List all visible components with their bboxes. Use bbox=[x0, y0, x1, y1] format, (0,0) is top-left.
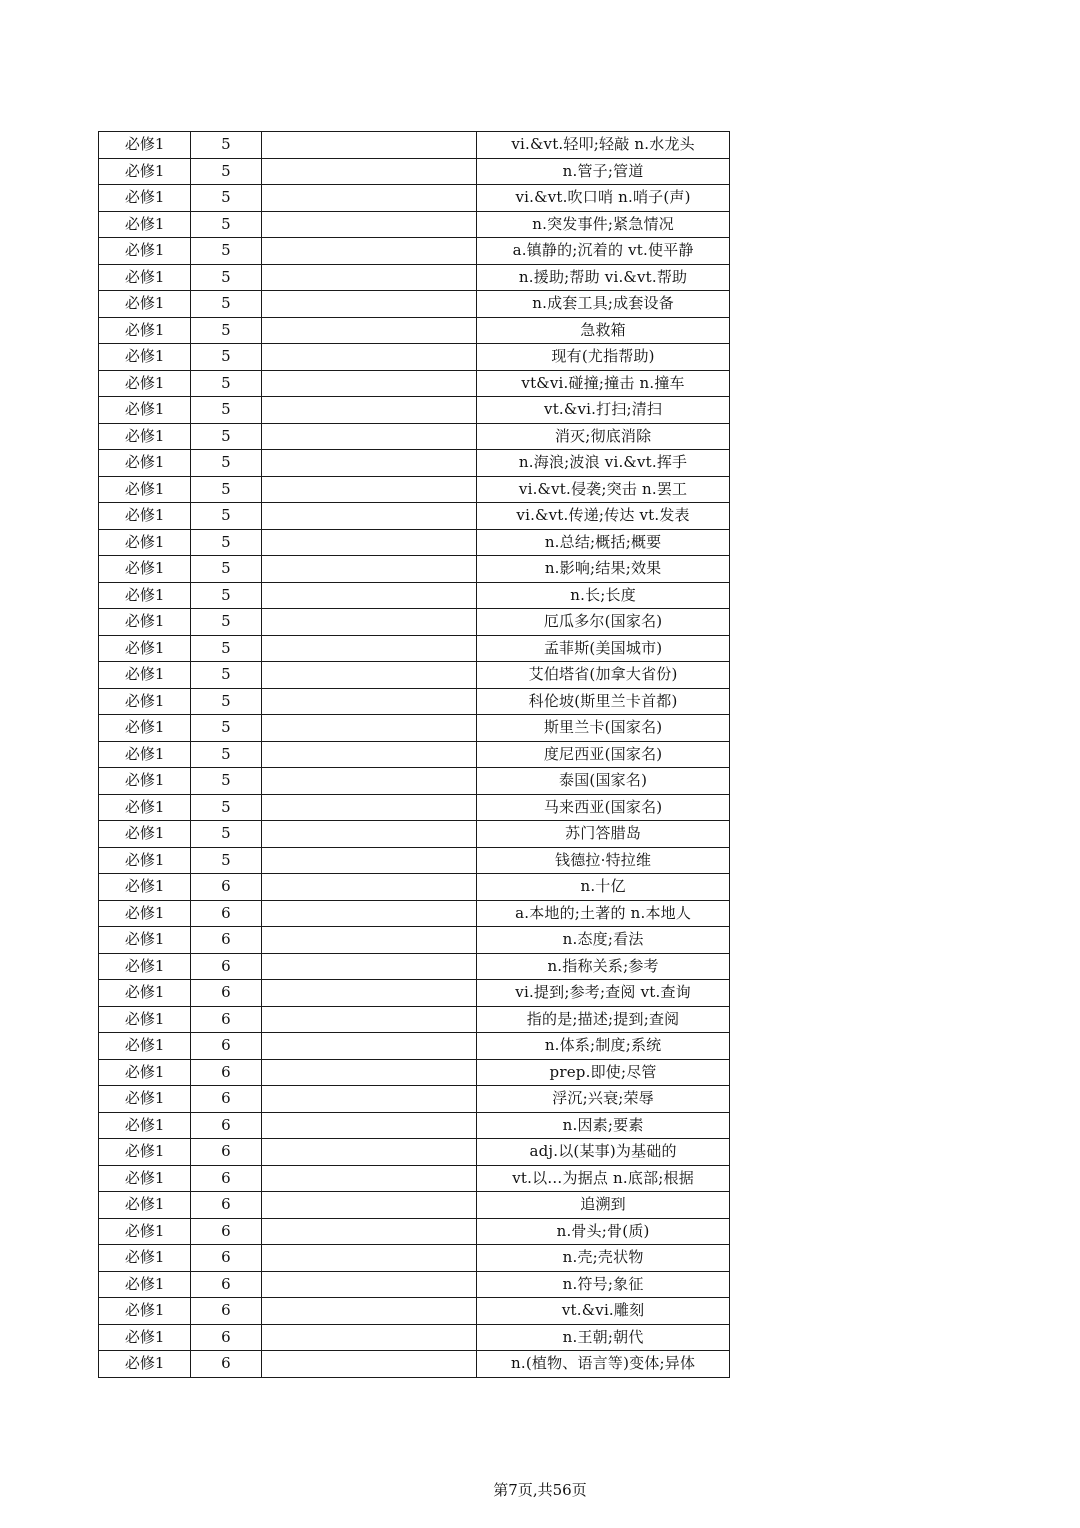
table-row bbox=[99, 980, 730, 1007]
unit-cell: 5 bbox=[191, 662, 261, 689]
table-row bbox=[99, 1139, 730, 1166]
unit-cell: 5 bbox=[191, 821, 261, 848]
module-cell: 必修1 bbox=[99, 874, 191, 901]
meaning-cell: n.长;长度 bbox=[477, 582, 730, 609]
word-cell bbox=[261, 715, 477, 742]
module-cell: 必修1 bbox=[99, 662, 191, 689]
table-row bbox=[99, 1006, 730, 1033]
word-cell bbox=[261, 741, 477, 768]
module-cell: 必修1 bbox=[99, 1033, 191, 1060]
meaning-cell: adj.以(某事)为基础的 bbox=[477, 1139, 730, 1166]
module-cell: 必修1 bbox=[99, 211, 191, 238]
module-cell: 必修1 bbox=[99, 1086, 191, 1113]
module-cell: 必修1 bbox=[99, 582, 191, 609]
unit-cell: 6 bbox=[191, 1033, 261, 1060]
word-cell bbox=[261, 1245, 477, 1272]
word-cell bbox=[261, 1324, 477, 1351]
unit-cell: 6 bbox=[191, 1006, 261, 1033]
unit-cell: 5 bbox=[191, 476, 261, 503]
meaning-cell: vi.提到;参考;查阅 vt.查询 bbox=[477, 980, 730, 1007]
word-cell bbox=[261, 1086, 477, 1113]
unit-cell: 5 bbox=[191, 397, 261, 424]
meaning-cell: 消灭;彻底消除 bbox=[477, 423, 730, 450]
unit-cell: 5 bbox=[191, 609, 261, 636]
unit-cell: 6 bbox=[191, 1086, 261, 1113]
module-cell: 必修1 bbox=[99, 768, 191, 795]
table-row bbox=[99, 1324, 730, 1351]
table-row bbox=[99, 1351, 730, 1378]
word-cell bbox=[261, 1033, 477, 1060]
meaning-cell: vi.&vt.侵袭;突击 n.罢工 bbox=[477, 476, 730, 503]
module-cell: 必修1 bbox=[99, 1298, 191, 1325]
module-cell: 必修1 bbox=[99, 1324, 191, 1351]
meaning-cell: vt.以…为据点 n.底部;根据 bbox=[477, 1165, 730, 1192]
word-cell bbox=[261, 794, 477, 821]
module-cell: 必修1 bbox=[99, 450, 191, 477]
table-row bbox=[99, 556, 730, 583]
module-cell: 必修1 bbox=[99, 1165, 191, 1192]
unit-cell: 6 bbox=[191, 927, 261, 954]
unit-cell: 5 bbox=[191, 556, 261, 583]
unit-cell: 5 bbox=[191, 741, 261, 768]
word-cell bbox=[261, 370, 477, 397]
vocabulary-table-body bbox=[99, 132, 730, 1378]
table-row bbox=[99, 1059, 730, 1086]
module-cell: 必修1 bbox=[99, 397, 191, 424]
word-cell bbox=[261, 635, 477, 662]
module-cell: 必修1 bbox=[99, 688, 191, 715]
table-row bbox=[99, 715, 730, 742]
word-cell bbox=[261, 264, 477, 291]
unit-cell: 5 bbox=[191, 635, 261, 662]
meaning-cell: n.壳;壳状物 bbox=[477, 1245, 730, 1272]
module-cell: 必修1 bbox=[99, 1351, 191, 1378]
unit-cell: 5 bbox=[191, 264, 261, 291]
word-cell bbox=[261, 238, 477, 265]
table-row bbox=[99, 158, 730, 185]
unit-cell: 5 bbox=[191, 529, 261, 556]
table-row bbox=[99, 582, 730, 609]
word-cell bbox=[261, 1351, 477, 1378]
unit-cell: 6 bbox=[191, 1218, 261, 1245]
module-cell: 必修1 bbox=[99, 185, 191, 212]
module-cell: 必修1 bbox=[99, 715, 191, 742]
meaning-cell: n.(植物、语言等)变体;异体 bbox=[477, 1351, 730, 1378]
word-cell bbox=[261, 397, 477, 424]
table-row bbox=[99, 317, 730, 344]
module-cell: 必修1 bbox=[99, 1059, 191, 1086]
table-row bbox=[99, 609, 730, 636]
unit-cell: 5 bbox=[191, 847, 261, 874]
table-row bbox=[99, 503, 730, 530]
table-row bbox=[99, 476, 730, 503]
word-cell bbox=[261, 1059, 477, 1086]
unit-cell: 5 bbox=[191, 370, 261, 397]
meaning-cell: n.海浪;波浪 vi.&vt.挥手 bbox=[477, 450, 730, 477]
module-cell: 必修1 bbox=[99, 821, 191, 848]
word-cell bbox=[261, 450, 477, 477]
word-cell bbox=[261, 132, 477, 159]
meaning-cell: 钱德拉·特拉维 bbox=[477, 847, 730, 874]
meaning-cell: 马来西亚(国家名) bbox=[477, 794, 730, 821]
word-cell bbox=[261, 662, 477, 689]
module-cell: 必修1 bbox=[99, 158, 191, 185]
module-cell: 必修1 bbox=[99, 741, 191, 768]
module-cell: 必修1 bbox=[99, 529, 191, 556]
table-row bbox=[99, 794, 730, 821]
meaning-cell: vi.&vt.轻叩;轻敲 n.水龙头 bbox=[477, 132, 730, 159]
word-cell bbox=[261, 900, 477, 927]
vocabulary-table bbox=[98, 131, 730, 1378]
module-cell: 必修1 bbox=[99, 635, 191, 662]
word-cell bbox=[261, 582, 477, 609]
module-cell: 必修1 bbox=[99, 476, 191, 503]
meaning-cell: n.王朝;朝代 bbox=[477, 1324, 730, 1351]
module-cell: 必修1 bbox=[99, 847, 191, 874]
meaning-cell: n.总结;概括;概要 bbox=[477, 529, 730, 556]
meaning-cell: 度尼西亚(国家名) bbox=[477, 741, 730, 768]
meaning-cell: n.指称关系;参考 bbox=[477, 953, 730, 980]
word-cell bbox=[261, 211, 477, 238]
unit-cell: 5 bbox=[191, 768, 261, 795]
meaning-cell: 苏门答腊岛 bbox=[477, 821, 730, 848]
word-cell bbox=[261, 1298, 477, 1325]
word-cell bbox=[261, 821, 477, 848]
word-cell bbox=[261, 556, 477, 583]
word-cell bbox=[261, 344, 477, 371]
unit-cell: 5 bbox=[191, 132, 261, 159]
table-row bbox=[99, 211, 730, 238]
table-row bbox=[99, 1271, 730, 1298]
unit-cell: 5 bbox=[191, 503, 261, 530]
meaning-cell: n.管子;管道 bbox=[477, 158, 730, 185]
meaning-cell: n.成套工具;成套设备 bbox=[477, 291, 730, 318]
unit-cell: 5 bbox=[191, 688, 261, 715]
word-cell bbox=[261, 874, 477, 901]
word-cell bbox=[261, 609, 477, 636]
table-row bbox=[99, 397, 730, 424]
meaning-cell: 厄瓜多尔(国家名) bbox=[477, 609, 730, 636]
meaning-cell: prep.即使;尽管 bbox=[477, 1059, 730, 1086]
unit-cell: 6 bbox=[191, 1139, 261, 1166]
unit-cell: 6 bbox=[191, 900, 261, 927]
unit-cell: 5 bbox=[191, 423, 261, 450]
meaning-cell: n.符号;象征 bbox=[477, 1271, 730, 1298]
module-cell: 必修1 bbox=[99, 1006, 191, 1033]
word-cell bbox=[261, 529, 477, 556]
unit-cell: 5 bbox=[191, 238, 261, 265]
meaning-cell: 斯里兰卡(国家名) bbox=[477, 715, 730, 742]
table-row bbox=[99, 900, 730, 927]
unit-cell: 6 bbox=[191, 1165, 261, 1192]
table-row bbox=[99, 1112, 730, 1139]
word-cell bbox=[261, 980, 477, 1007]
table-row bbox=[99, 635, 730, 662]
table-row bbox=[99, 768, 730, 795]
table-row bbox=[99, 450, 730, 477]
table-row bbox=[99, 847, 730, 874]
table-row bbox=[99, 1298, 730, 1325]
module-cell: 必修1 bbox=[99, 556, 191, 583]
meaning-cell: vi.&vt.传递;传达 vt.发表 bbox=[477, 503, 730, 530]
word-cell bbox=[261, 1112, 477, 1139]
table-row bbox=[99, 927, 730, 954]
meaning-cell: vi.&vt.吹口哨 n.哨子(声) bbox=[477, 185, 730, 212]
meaning-cell: 现有(尤指帮助) bbox=[477, 344, 730, 371]
word-cell bbox=[261, 1139, 477, 1166]
unit-cell: 6 bbox=[191, 1059, 261, 1086]
meaning-cell: n.体系;制度;系统 bbox=[477, 1033, 730, 1060]
word-cell bbox=[261, 503, 477, 530]
word-cell bbox=[261, 953, 477, 980]
table-row bbox=[99, 1245, 730, 1272]
word-cell bbox=[261, 688, 477, 715]
meaning-cell: a.镇静的;沉着的 vt.使平静 bbox=[477, 238, 730, 265]
meaning-cell: n.突发事件;紧急情况 bbox=[477, 211, 730, 238]
meaning-cell: vt&vi.碰撞;撞击 n.撞车 bbox=[477, 370, 730, 397]
meaning-cell: n.十亿 bbox=[477, 874, 730, 901]
meaning-cell: n.因素;要素 bbox=[477, 1112, 730, 1139]
table-row bbox=[99, 741, 730, 768]
unit-cell: 6 bbox=[191, 1112, 261, 1139]
table-row bbox=[99, 132, 730, 159]
unit-cell: 6 bbox=[191, 980, 261, 1007]
meaning-cell: vt.&vi.打扫;清扫 bbox=[477, 397, 730, 424]
meaning-cell: 艾伯塔省(加拿大省份) bbox=[477, 662, 730, 689]
table-row bbox=[99, 688, 730, 715]
module-cell: 必修1 bbox=[99, 1192, 191, 1219]
table-row bbox=[99, 370, 730, 397]
table-row bbox=[99, 953, 730, 980]
word-cell bbox=[261, 1271, 477, 1298]
module-cell: 必修1 bbox=[99, 423, 191, 450]
unit-cell: 5 bbox=[191, 794, 261, 821]
module-cell: 必修1 bbox=[99, 264, 191, 291]
module-cell: 必修1 bbox=[99, 1218, 191, 1245]
word-cell bbox=[261, 768, 477, 795]
module-cell: 必修1 bbox=[99, 953, 191, 980]
word-cell bbox=[261, 317, 477, 344]
unit-cell: 5 bbox=[191, 317, 261, 344]
meaning-cell: 浮沉;兴衰;荣辱 bbox=[477, 1086, 730, 1113]
meaning-cell: n.影响;结果;效果 bbox=[477, 556, 730, 583]
unit-cell: 5 bbox=[191, 291, 261, 318]
table-row bbox=[99, 185, 730, 212]
module-cell: 必修1 bbox=[99, 609, 191, 636]
unit-cell: 5 bbox=[191, 211, 261, 238]
table-row bbox=[99, 821, 730, 848]
unit-cell: 5 bbox=[191, 715, 261, 742]
word-cell bbox=[261, 847, 477, 874]
word-cell bbox=[261, 476, 477, 503]
unit-cell: 5 bbox=[191, 582, 261, 609]
module-cell: 必修1 bbox=[99, 291, 191, 318]
module-cell: 必修1 bbox=[99, 1271, 191, 1298]
module-cell: 必修1 bbox=[99, 980, 191, 1007]
module-cell: 必修1 bbox=[99, 238, 191, 265]
unit-cell: 5 bbox=[191, 185, 261, 212]
module-cell: 必修1 bbox=[99, 344, 191, 371]
module-cell: 必修1 bbox=[99, 1112, 191, 1139]
meaning-cell: n.态度;看法 bbox=[477, 927, 730, 954]
meaning-cell: a.本地的;土著的 n.本地人 bbox=[477, 900, 730, 927]
table-row bbox=[99, 291, 730, 318]
meaning-cell: 急救箱 bbox=[477, 317, 730, 344]
module-cell: 必修1 bbox=[99, 794, 191, 821]
table-row bbox=[99, 1192, 730, 1219]
table-row bbox=[99, 1033, 730, 1060]
table-row bbox=[99, 1086, 730, 1113]
unit-cell: 5 bbox=[191, 450, 261, 477]
unit-cell: 6 bbox=[191, 1245, 261, 1272]
meaning-cell: 科伦坡(斯里兰卡首都) bbox=[477, 688, 730, 715]
meaning-cell: n.援助;帮助 vi.&vt.帮助 bbox=[477, 264, 730, 291]
module-cell: 必修1 bbox=[99, 317, 191, 344]
unit-cell: 6 bbox=[191, 1298, 261, 1325]
word-cell bbox=[261, 927, 477, 954]
unit-cell: 6 bbox=[191, 1324, 261, 1351]
module-cell: 必修1 bbox=[99, 132, 191, 159]
page-number: 第7页,共56页 bbox=[493, 1481, 587, 1499]
word-cell bbox=[261, 158, 477, 185]
module-cell: 必修1 bbox=[99, 503, 191, 530]
meaning-cell: n.骨头;骨(质) bbox=[477, 1218, 730, 1245]
word-cell bbox=[261, 1006, 477, 1033]
unit-cell: 6 bbox=[191, 1271, 261, 1298]
meaning-cell: vt.&vi.雕刻 bbox=[477, 1298, 730, 1325]
table-row bbox=[99, 529, 730, 556]
table-row bbox=[99, 238, 730, 265]
word-cell bbox=[261, 423, 477, 450]
table-row bbox=[99, 344, 730, 371]
meaning-cell: 追溯到 bbox=[477, 1192, 730, 1219]
unit-cell: 5 bbox=[191, 344, 261, 371]
unit-cell: 6 bbox=[191, 874, 261, 901]
meaning-cell: 孟菲斯(美国城市) bbox=[477, 635, 730, 662]
word-cell bbox=[261, 1192, 477, 1219]
unit-cell: 6 bbox=[191, 953, 261, 980]
meaning-cell: 指的是;描述;提到;查阅 bbox=[477, 1006, 730, 1033]
module-cell: 必修1 bbox=[99, 927, 191, 954]
module-cell: 必修1 bbox=[99, 900, 191, 927]
word-cell bbox=[261, 1165, 477, 1192]
table-row bbox=[99, 1218, 730, 1245]
module-cell: 必修1 bbox=[99, 1139, 191, 1166]
meaning-cell: 泰国(国家名) bbox=[477, 768, 730, 795]
word-cell bbox=[261, 1218, 477, 1245]
module-cell: 必修1 bbox=[99, 370, 191, 397]
table-row bbox=[99, 1165, 730, 1192]
word-cell bbox=[261, 291, 477, 318]
table-row bbox=[99, 662, 730, 689]
table-row bbox=[99, 264, 730, 291]
module-cell: 必修1 bbox=[99, 1245, 191, 1272]
unit-cell: 6 bbox=[191, 1351, 261, 1378]
unit-cell: 6 bbox=[191, 1192, 261, 1219]
table-row bbox=[99, 874, 730, 901]
unit-cell: 5 bbox=[191, 158, 261, 185]
table-row bbox=[99, 423, 730, 450]
word-cell bbox=[261, 185, 477, 212]
